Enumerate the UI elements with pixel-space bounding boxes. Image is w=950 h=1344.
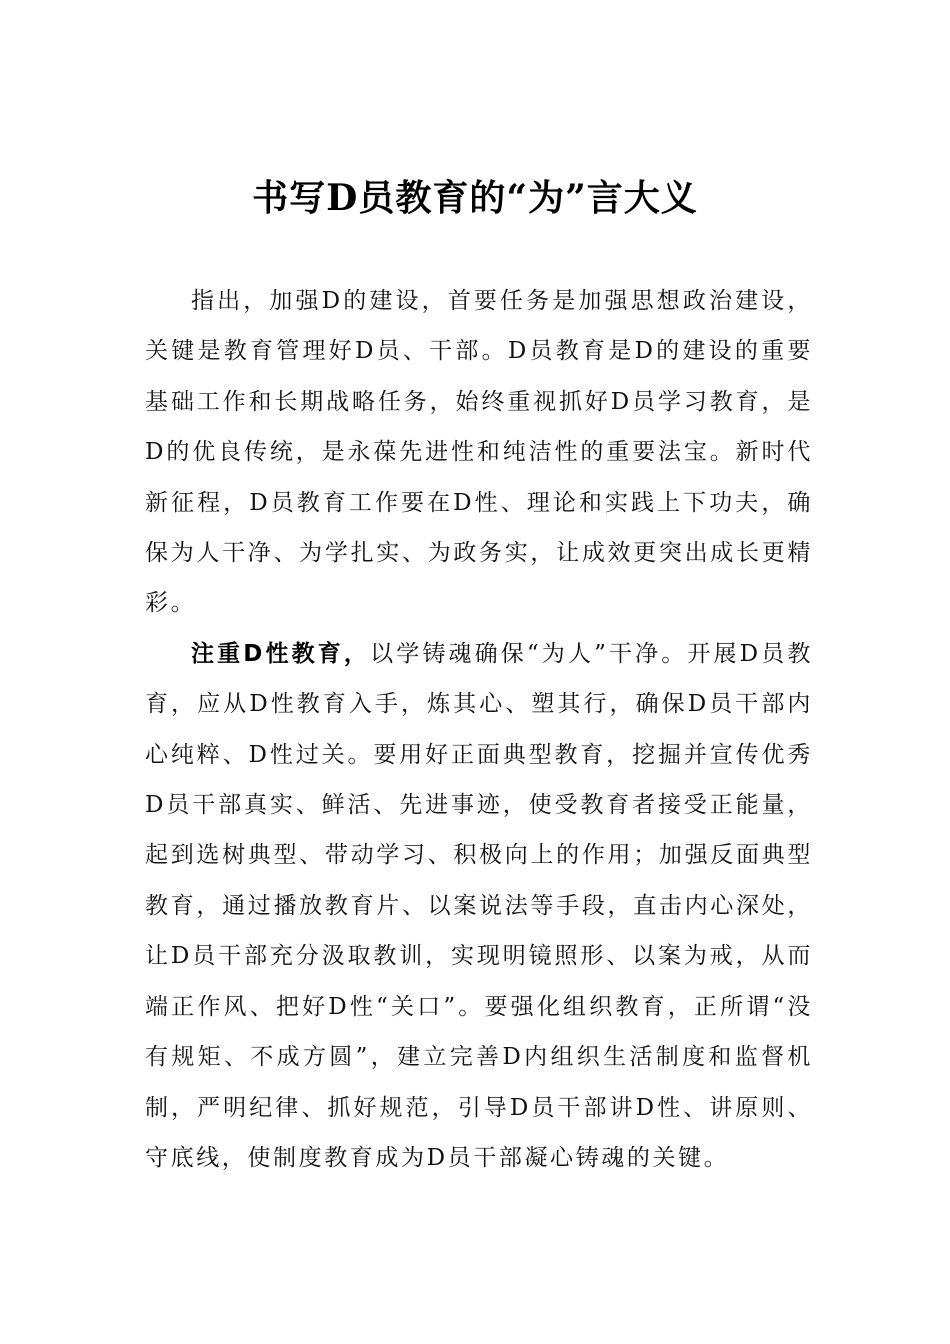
document-body [145,276,813,1183]
paragraph-intro-text: 指出，加强D的建设，首要任务是加强思想政治建设，关键是教育管理好D员、干部。D员教育是D的建设的重要基础工作和长期战略任务，始终重视抓好D员学习教育，是D的优良传统，是永葆先进性和纯洁性的重要法宝。新时代新征程，D员教育工作要在D性、理论和实践上下功夫，确保为人干净、为学扎实、为政务实，让成效更突出成长更精彩。 [145,288,813,617]
paragraph-intro [145,276,813,629]
paragraph-party-spirit [145,629,813,1183]
paragraph-party-spirit-text: 以学铸魂确保“为人”干净。开展D员教育，应从D性教育入手，炼其心、塑其行，确保D员干部内心纯粹、D性过关。要用好正面典型教育，挖掘并宣传优秀D员干部真实、鲜活、先进事迹，使受教育者接受正能量，起到选树典型、带动学习、积极向上的作用；加强反面典型教育，通过播放教育片、以案说法等手段，直击内心深处，让D员干部充分汲取教训，实现明镜照形、以案为戒，从而端正作风、把好D性“关口”。要强化组织教育，正所谓“没有规矩、不成方圆”，建立完善D内组织生活制度和监督机制，严明纪律、抓好规范，引导D员干部讲D性、讲原则、守底线，使制度教育成为D员干部凝心铸魂的关键。 [145,640,813,1171]
document-title: 书写D员教育的“为”言大义 [252,177,698,219]
paragraph-party-spirit-lead: 注重D性教育， [191,640,371,667]
